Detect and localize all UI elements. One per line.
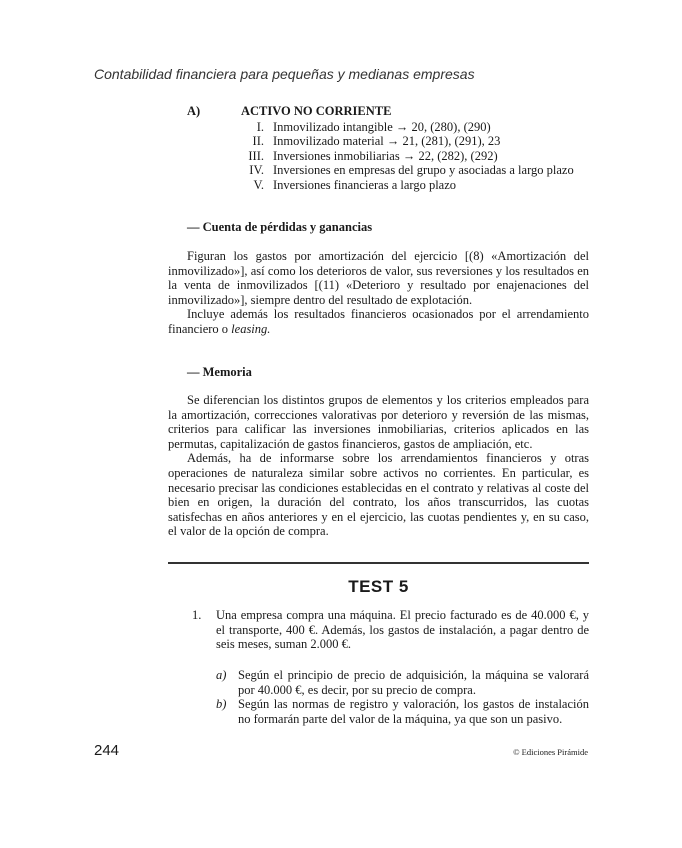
item-number: V. — [253, 177, 264, 192]
memoria-body — [168, 393, 589, 539]
list-item — [187, 120, 597, 135]
item-text: Inmovilizado material → 21, (281), (291), 23 — [273, 134, 501, 149]
section-a-title — [187, 104, 597, 119]
section-divider — [168, 562, 589, 564]
activo-no-corriente-section — [187, 104, 597, 193]
perdidas-body — [168, 249, 589, 337]
perdidas-paragraph-2 — [168, 307, 589, 336]
option-label: a) — [216, 668, 227, 682]
option-a — [216, 668, 589, 697]
question-text: Una empresa compra una máquina. El precio facturado es de 40.000 €, y el transporte, 400 €. Además, los gastos de instalación, a pagar dentro de seis meses, suman 2.000 €. — [216, 608, 589, 652]
perdidas-paragraph-1: Figuran los gastos por amortización del ejercicio [(8) «Amortización del inmovilizado»], así como los deterioros de valor, sus reversiones y los resultados en la venta de inmovilizados [(11) «Deterioro y resultado por enajenaciones del inmovilizado»], siempre dentro del resultado de explotación. — [168, 249, 589, 307]
option-label: b) — [216, 697, 227, 711]
page-number: 244 — [94, 742, 120, 759]
list-item — [187, 163, 597, 178]
list-item — [187, 149, 597, 164]
memoria-paragraph-2: Además, ha de informarse sobre los arrendamientos financieros y otras operaciones de naturaleza similar sobre activos no corrientes. En particular, es necesario precisar las condiciones establecidas en el contrato y relativas al coste del bien en origen, la duración del contrato, los años transcurridos, las cuotas satisfechas en años anteriores y en el ejercicio, las cuotas pendientes y, en su caso, el valor de la opción de compra. — [168, 451, 589, 539]
test-title: TEST 5 — [348, 577, 409, 596]
memoria-heading: — Memoria — [187, 365, 252, 379]
section-a-title-text: ACTIVO NO CORRIENTE — [241, 104, 392, 118]
item-number: IV. — [249, 163, 264, 178]
option-text: Según el principio de precio de adquisición, la máquina se valorará por 40.000 €, es decir, por su precio de compra. — [238, 668, 589, 697]
memoria-paragraph-1: Se diferencian los distintos grupos de elementos y los criterios empleados para la amortización, correcciones valorativas por deterioro y reversión de las mismas, criterios para calificar las inversiones inmobiliarias, criterios aplicados en las permutas, capitalización de gastos financieros, gastos de ampliación, etc. — [168, 393, 589, 451]
perdidas-heading: — Cuenta de pérdidas y ganancias — [187, 220, 373, 234]
item-text: Inversiones inmobiliarias → 22, (282), (292) — [273, 148, 498, 163]
item-text: Inversiones financieras a largo plazo — [273, 177, 457, 192]
question-number: 1. — [192, 608, 202, 622]
option-text: Según las normas de registro y valoración, los gastos de instalación no formarán parte del valor de la máquina, ya que son un pasivo. — [238, 697, 589, 726]
perdidas-p2-text: Incluye además los resultados financieros ocasionados por el arrendamiento financiero o — [168, 307, 589, 336]
list-item — [187, 178, 597, 193]
question-1 — [192, 608, 589, 652]
running-head: Contabilidad financiera para pequeñas y medianas empresas — [94, 66, 475, 82]
option-b — [216, 697, 589, 726]
item-number: I. — [256, 119, 264, 134]
perdidas-p2-italic: leasing. — [231, 321, 271, 336]
item-number: II. — [252, 134, 264, 149]
copyright: © Ediciones Pirámide — [513, 747, 588, 757]
item-text: Inmovilizado intangible → 20, (280), (290) — [273, 119, 491, 134]
item-text: Inversiones en empresas del grupo y asociadas a largo plazo — [273, 163, 574, 178]
section-a-letter: A) — [187, 104, 201, 118]
item-number: III. — [248, 148, 264, 163]
list-item — [187, 134, 597, 149]
